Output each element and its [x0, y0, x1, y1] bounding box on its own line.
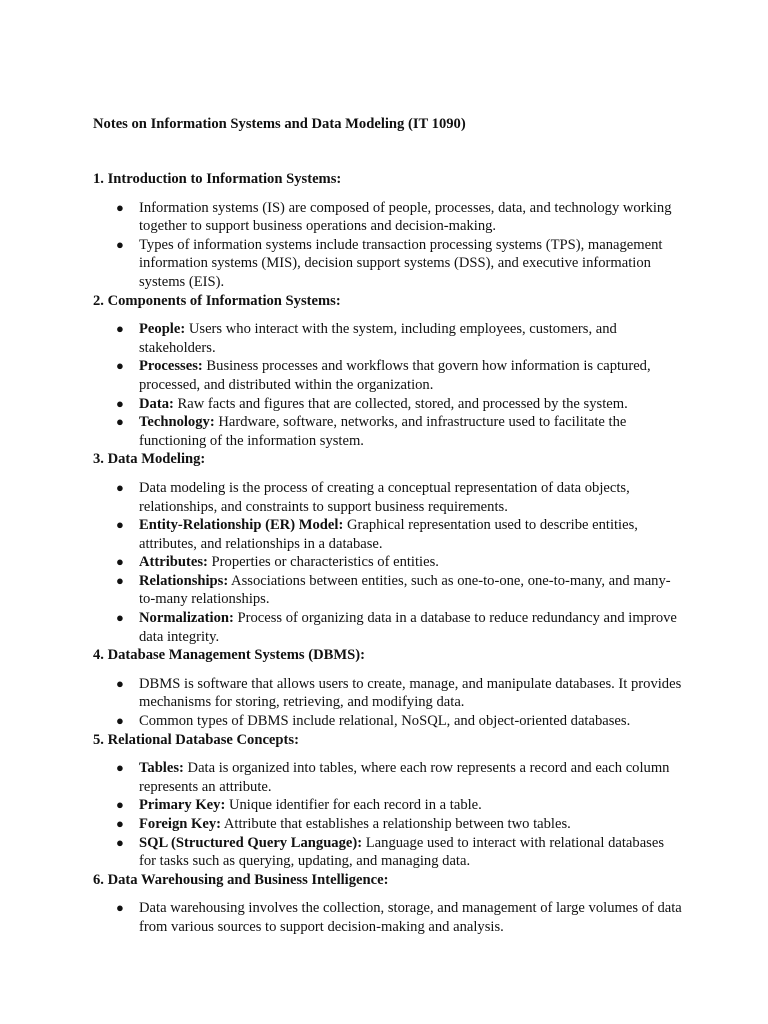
bullet-icon: ●	[116, 358, 124, 374]
item-text: Types of information systems include transaction processing systems (TPS), management information systems (MIS), decision support systems (DSS), and executive information systems (EIS).	[139, 236, 663, 290]
item-term: Primary Key:	[139, 797, 226, 814]
item-text: Unique identifier for each record in a table.	[225, 797, 482, 814]
list-item	[93, 815, 683, 834]
list-item	[93, 834, 683, 871]
bullet-icon: ●	[116, 414, 124, 430]
bullet-icon: ●	[116, 713, 124, 729]
item-text: DBMS is software that allows users to create, manage, and manipulate databases. It provides mechanisms for storing, retrieving, and modifying data.	[139, 675, 682, 711]
item-text: Attribute that establishes a relationship between two tables.	[221, 816, 571, 832]
item-text: Graphical representation used to describe entities, attributes, and relationships in a database.	[139, 517, 638, 552]
list-item	[93, 796, 683, 815]
item-text: Data is organized into tables, where each row represents a record and each column represents an attribute.	[139, 760, 670, 795]
item-term: Normalization:	[139, 610, 234, 627]
list-item	[93, 413, 683, 450]
section-heading: 3. Data Modeling:	[93, 451, 206, 468]
bullet-icon: ●	[116, 610, 124, 626]
item-text: Users who interact with the system, including employees, customers, and stakeholders.	[139, 321, 617, 356]
item-text: Common types of DBMS include relational, NoSQL, and object-oriented databases.	[139, 713, 631, 730]
bullet-list	[93, 759, 683, 871]
section-heading: 5. Relational Database Concepts:	[93, 731, 299, 748]
section-5	[93, 731, 683, 871]
item-text: Hardware, software, networks, and infrastructure used to facilitate the functioning of the information system.	[139, 414, 627, 449]
item-text: Associations between entities, such as one-to-one, one-to-many, and many-to-many relationships.	[139, 572, 671, 608]
bullet-icon: ●	[116, 321, 124, 337]
list-item	[93, 236, 683, 292]
item-term: People:	[139, 321, 186, 338]
item-term: Entity-Relationship (ER) Model:	[139, 517, 344, 534]
item-text: Raw facts and figures that are collected, stored, and processed by the system.	[173, 395, 628, 412]
item-term: SQL (Structured Query Language):	[139, 834, 363, 851]
list-item	[93, 572, 683, 609]
section-4	[93, 646, 683, 730]
item-text: Language used to interact with relational databases for tasks such as querying, updating, and managing data.	[139, 834, 665, 870]
section-heading: 4. Database Management Systems (DBMS):	[93, 647, 365, 664]
item-term: Data:	[139, 395, 174, 412]
item-text: Properties or characteristics of entities.	[207, 554, 439, 571]
bullet-icon: ●	[116, 554, 124, 570]
section-6	[93, 871, 683, 937]
item-text: Process of organizing data in a database to reduce redundancy and improve data integrity.	[139, 610, 677, 645]
section-heading: 1. Introduction to Information Systems:	[93, 171, 342, 187]
section-1	[93, 170, 683, 292]
bullet-icon: ●	[116, 199, 124, 215]
item-text: Business processes and workflows that govern how information is captured, processed, and distributed within the organization.	[139, 358, 651, 393]
list-item	[93, 320, 683, 357]
item-text: Data modeling is the process of creating a conceptual representation of data objects, relationships, and constraints to support business requirements.	[139, 479, 630, 515]
bullet-icon: ●	[116, 517, 124, 533]
section-heading: 6. Data Warehousing and Business Intelligence:	[93, 871, 389, 888]
item-term: Attributes:	[139, 554, 208, 571]
section-heading: 2. Components of Information Systems:	[93, 292, 341, 309]
bullet-icon: ●	[116, 834, 124, 850]
list-item	[93, 479, 683, 516]
list-item	[93, 516, 683, 553]
bullet-icon: ●	[116, 900, 124, 916]
bullet-icon: ●	[116, 797, 124, 813]
list-item	[93, 199, 683, 236]
bullet-icon: ●	[116, 816, 124, 831]
item-term: Relationships:	[139, 572, 229, 589]
bullet-list	[93, 675, 683, 731]
bullet-icon: ●	[116, 760, 124, 776]
section-2	[93, 292, 683, 451]
bullet-list	[93, 199, 683, 292]
list-item	[93, 395, 683, 414]
item-term: Foreign Key:	[139, 816, 222, 832]
item-text: Information systems (IS) are composed of people, processes, data, and technology working together to support business operations and decision-making.	[139, 199, 672, 235]
item-term: Tables:	[139, 760, 184, 777]
list-item	[93, 553, 683, 572]
bullet-list	[93, 899, 683, 936]
item-term: Technology:	[139, 414, 215, 431]
item-term: Processes:	[139, 358, 203, 375]
bullet-icon: ●	[116, 395, 124, 411]
document-body	[93, 170, 683, 937]
bullet-icon: ●	[116, 479, 124, 495]
bullet-icon: ●	[116, 572, 124, 588]
list-item	[93, 609, 683, 646]
section-3	[93, 450, 683, 646]
document-title: Notes on Information Systems and Data Modeling (IT 1090)	[93, 116, 466, 132]
list-item	[93, 357, 683, 394]
item-text: Data warehousing involves the collection, storage, and management of large volumes of data from various sources to support decision-making and analysis.	[139, 900, 682, 935]
bullet-list	[93, 479, 683, 646]
list-item	[93, 899, 683, 936]
list-item	[93, 712, 683, 731]
list-item	[93, 759, 683, 796]
bullet-icon: ●	[116, 236, 124, 252]
list-item	[93, 675, 683, 712]
bullet-list	[93, 320, 683, 450]
bullet-icon: ●	[116, 675, 124, 691]
